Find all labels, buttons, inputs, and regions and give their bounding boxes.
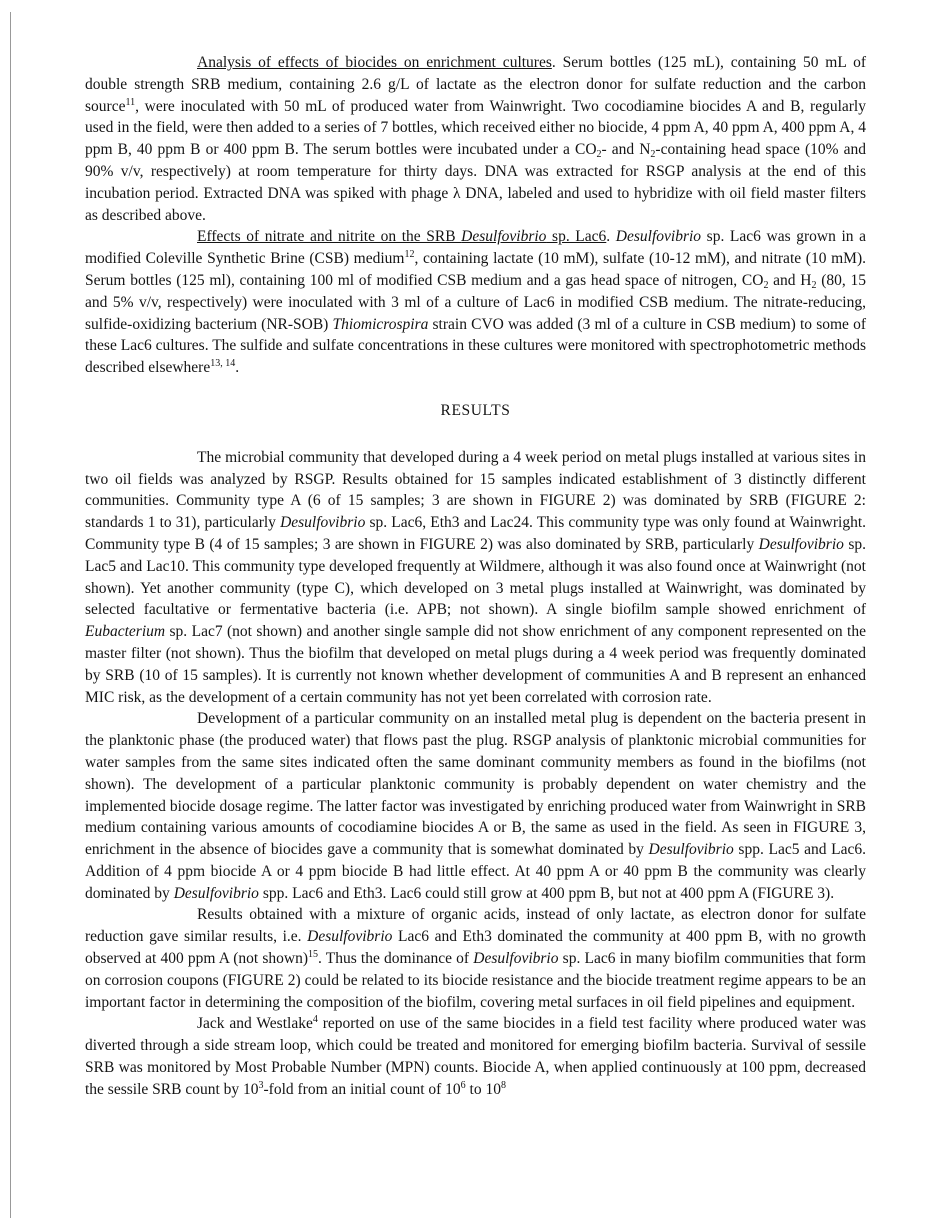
- superscript-reference: 13, 14: [210, 358, 236, 370]
- subscript: 2: [763, 279, 769, 291]
- superscript-reference: 8: [500, 1079, 506, 1091]
- superscript-reference: 4: [312, 1014, 318, 1026]
- paragraph: [85, 447, 866, 709]
- text-run: Desulfovibrio: [461, 228, 547, 246]
- text-run: Desulfovibrio: [173, 884, 259, 902]
- text-run: - and N: [601, 141, 651, 159]
- superscript-reference: 11: [125, 96, 136, 108]
- page-content: [85, 52, 866, 1101]
- text-run: Lac6 and Eth3 dominated the community at 400 ppm B, with no growth observed at 400 ppm A (not shown): [85, 928, 866, 968]
- superscript-reference: 3: [258, 1079, 264, 1091]
- text-run: Effects of nitrate and nitrite on the SRB: [197, 228, 462, 246]
- text-run: Desulfovibrio: [307, 928, 393, 946]
- text-run: sp. Lac6 was grown in a modified Coleville Synthetic Brine (CSB) medium: [85, 228, 867, 268]
- subscript: 2: [650, 149, 656, 161]
- section-methods: [85, 52, 866, 379]
- text-run: Desulfovibrio: [648, 841, 734, 859]
- text-run: reported on use of the same biocides in a field test facility where produced water was diverted through a side stream loop, which could be treated and monitored for emerging biofilm bacteria. Survival of sessile SRB was monitored by Most Probable Number (MPN) counts. Biocide A, when applied continuously at 100 ppm, decreased the sessile SRB count by 10: [85, 1015, 866, 1098]
- text-run: .: [606, 228, 616, 246]
- text-run: Results obtained with a mixture of organic acids, instead of only lactate, as electron donor for sulfate reduction gave similar results, i.e.: [85, 906, 866, 946]
- text-run: strain CVO was added (3 ml of a culture in CSB medium) to some of these Lac6 cultures. The sulfide and sulfate concentrations in these cultures were monitored with spectrophotometric methods described elsewhere: [85, 315, 866, 377]
- text-run: sp. Lac5 and Lac10. This community type developed frequently at Wildmere, although it was also found once at Wainwright (not shown). Yet another community (type C), which developed on 3 metal plugs installed at Wainwright, was dominated by selected facultative or fermentative bacteria (i.e. APB; not shown). A single biofilm sample showed enrichment of: [85, 535, 866, 619]
- text-run: , were inoculated with 50 mL of produced water from Wainwright. Two cocodiamine biocides A and B, regularly used in the field, were then added to a series of 7 bottles, which received either no biocide, 4 ppm A, 40 ppm A, 400 ppm A, 4 ppm B, 40 ppm B or 400 ppm B. The serum bottles were incubated under a CO: [85, 97, 866, 159]
- text-run: The microbial community that developed during a 4 week period on metal plugs installed at various sites in two oil fields was analyzed by RSGP. Results obtained for 15 samples indicated establishment of 3 distinctly different communities. Community type A (6 of 15 samples; 3 are shown in FIGURE 2) was dominated by SRB (FIGURE 2: standards 1 to 31), particularly: [85, 448, 866, 532]
- results-heading: RESULTS: [440, 401, 511, 419]
- text-run: .: [235, 359, 240, 377]
- text-run: -fold from an initial count of 10: [263, 1080, 461, 1098]
- superscript-reference: 12: [404, 249, 415, 261]
- text-run: Thiomicrospira: [332, 315, 429, 333]
- text-run: . Thus the dominance of: [318, 950, 474, 968]
- subscript: 2: [811, 279, 817, 291]
- text-run: Jack and Westlake: [197, 1015, 313, 1033]
- paragraph: [85, 226, 866, 379]
- text-run: . Serum bottles (125 mL), containing 50 mL of double strength SRB medium, containing 2.6 g/L of lactate as the electron donor for sulfate reduction and the carbon source: [85, 54, 866, 115]
- text-run: (80, 15 and 5% v/v, respectively) were inoculated with 3 ml of a culture of Lac6 in modified CSB medium. The nitrate-reducing, sulfide-oxidizing bacterium (NR-SOB): [85, 271, 866, 333]
- text-run: Eubacterium: [85, 623, 166, 641]
- superscript-reference: 15: [308, 949, 318, 961]
- paragraph: [85, 52, 866, 226]
- scan-edge-line: [10, 12, 11, 1218]
- text-run: Analysis of effects of biocides on enrichment cultures: [197, 54, 552, 71]
- text-run: , containing lactate (10 mM), sulfate (10-12 mM), and nitrate (10 mM). Serum bottles (125 ml), containing 100 ml of modified CSB medium and a gas head space of nitrogen, CO: [85, 250, 866, 289]
- text-run: sp. Lac6, Eth3 and Lac24. This community type was only found at Wainwright. Community type B (4 of 15 samples; 3 are shown in FIGURE 2) was also dominated by SRB, particularly: [85, 514, 866, 553]
- text-run: sp. Lac7 (not shown) and another single sample did not show enrichment of any component represented on the master filter (not shown). Thus the biofilm that developed on metal plugs during a 4 week period was frequently dominated by SRB (10 of 15 samples). It is currently not known whether development of communities A and B represent an enhanced MIC risk, as the development of a certain community has not yet been correlated with corrosion rate.: [85, 623, 866, 706]
- section-results: [85, 447, 866, 1101]
- text-run: spp. Lac5 and Lac6. Addition of 4 ppm biocide A or 4 ppm biocide B had little effect. At 40 ppm A or 40 ppm B the community was clearly dominated by: [85, 841, 866, 902]
- text-run: sp. Lac6 in many biofilm communities that form on corrosion coupons (FIGURE 2) could be related to its biocide resistance and the biocide treatment regime appears to be an important factor in determining the composition of the biofilm, covering metal surfaces in oil field pipelines and equipment.: [85, 950, 866, 1011]
- superscript-reference: 6: [460, 1079, 466, 1091]
- text-run: Desulfovibrio: [473, 950, 559, 968]
- paragraph: [85, 1013, 866, 1100]
- text-run: Desulfovibrio: [280, 514, 366, 532]
- text-run: Development of a particular community on an installed metal plug is dependent on the bacteria present in the planktonic phase (the produced water) that flows past the plug. RSGP analysis of planktonic microbial communities for water samples from the same sites indicated often the same dominant community members as found in the biofilms (not shown). The development of a particular planktonic community is probably dependent on water chemistry and the implemented biocide dosage regime. The latter factor was investigated by enriching produced water from Wainwright in SRB medium containing various amounts of cocodiamine biocides A or B, the same as used in the field. As seen in FIGURE 3, enrichment in the absence of biocides gave a community that is somewhat dominated by: [85, 710, 866, 859]
- paragraph: [85, 708, 866, 904]
- text-run: spp. Lac6 and Eth3. Lac6 could still grow at 400 ppm B, but not at 400 ppm A (FIGURE 3).: [258, 884, 835, 902]
- text-run: to 10: [465, 1080, 501, 1098]
- text-run: and H: [768, 271, 812, 289]
- text-run: Desulfovibrio: [615, 228, 702, 246]
- text-run: -containing head space (10% and 90% v/v, respectively) at room temperature for thirty days. DNA was extracted for RSGP analysis at the end of this incubation period. Extracted DNA was spiked with phage λ DNA, labeled and used to hybridize with oil field master filters as described above.: [85, 141, 866, 224]
- paragraph: [85, 904, 866, 1013]
- text-run: sp. Lac6: [546, 228, 607, 246]
- text-run: Desulfovibrio: [758, 535, 844, 553]
- subscript: 2: [596, 149, 602, 161]
